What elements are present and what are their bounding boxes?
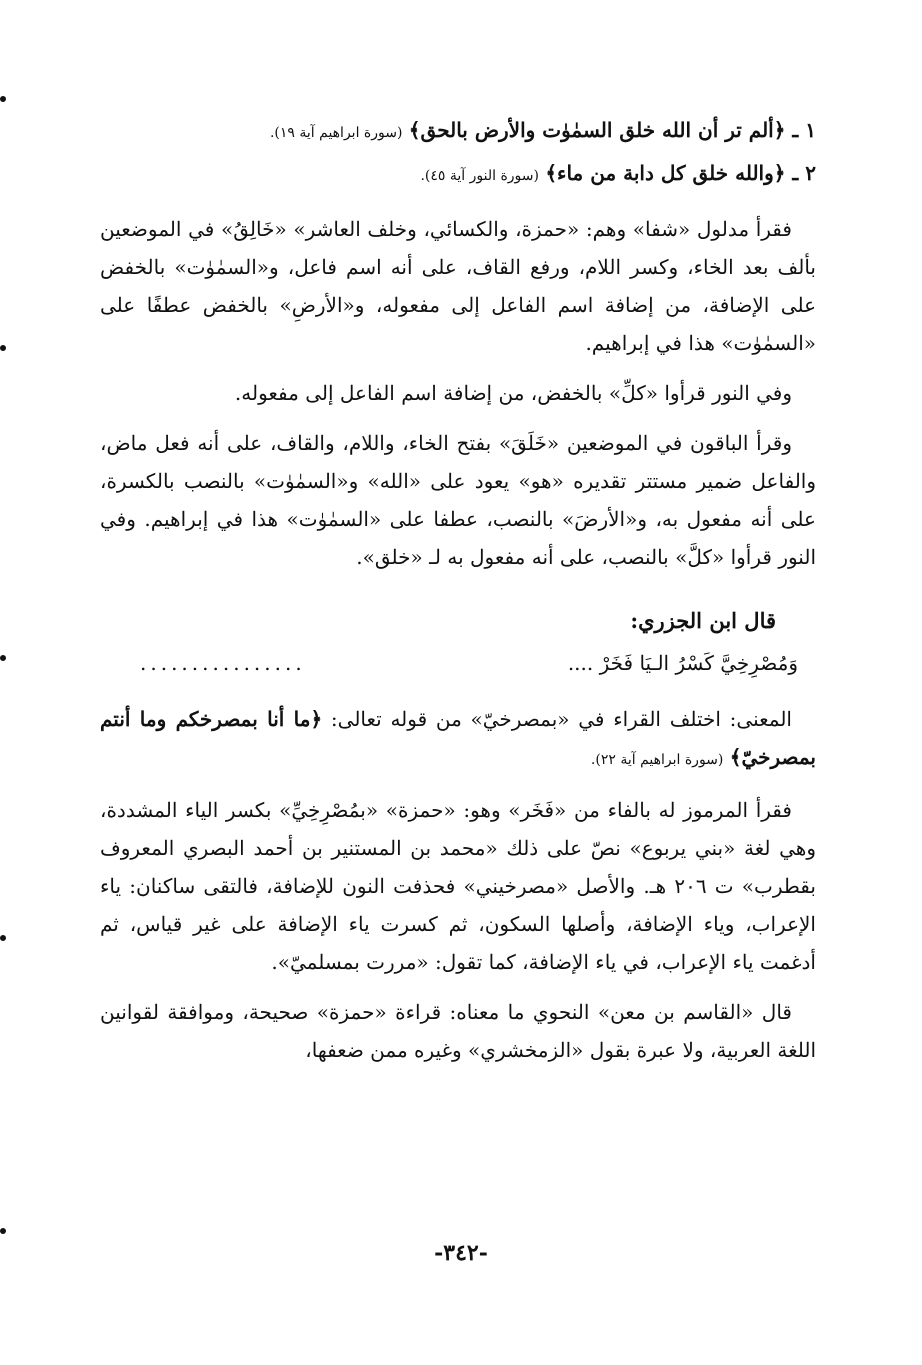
verse-2	[100, 153, 816, 196]
verse-2-ref: (سورة النور آية ٤٥).	[420, 168, 539, 184]
paragraph: فقرأ المرموز له بالفاء من «فَخَر» وهو: «حمزة» «بمُصْرِخِيِّ» بكسر الياء المشددة، وهي لغة «بني يربوع» نصّ على ذلك «محمد بن المستنير بن أحمد البصري المعروف بقطرب» ت ٢٠٦ هـ. والأصل «مصرخيني» فحذفت النون للإضافة، فالتقى ساكنان: ياء الإعراب، وياء الإضافة، وأصلها السكون، ثم كسرت ياء الإضافة على غير قياس، ثم أدغمت ياء الإعراب، في ياء الإضافة، كما تقول: «مررت بمسلميّ».	[100, 798, 816, 974]
page-body	[100, 110, 816, 1081]
verse-1	[100, 110, 816, 153]
verse-1-text: ١ ـ ﴿ألم تر أن الله خلق السمٰوٰت والأرض بالحق﴾	[408, 118, 816, 142]
verse-1-ref: (سورة ابراهيم آية ١٩).	[269, 125, 403, 141]
poem-hemistich-right: وَمُصْرِخِيَّ كَسْرُ الـيَا فَخَرْ ....	[567, 651, 798, 675]
paragraph: وقرأ الباقون في الموضعين «خَلَقَ» بفتح الخاء، واللام، والقاف، على أنه فعل ماض، والفاعل ضمير مستتر تقديره «هو» يعود على «الله» و«السمٰوٰت» بالنصب بالكسرة، على أنه مفعول به، و«الأرضَ» بالنصب، عطفا على «السمٰوٰت» هذا في إبراهيم. وفي النور قرأوا «كلَّ» بالنصب، على أنه مفعول به لـ «خلق».	[100, 431, 816, 569]
meaning-ref: (سورة ابراهيم آية ٢٢).	[590, 752, 724, 768]
paragraph: وفي النور قرأوا «كلِّ» بالخفض، من إضافة اسم الفاعل إلى مفعوله.	[234, 381, 792, 405]
scan-mark	[0, 1228, 6, 1234]
section-heading: قال ابن الجزري:	[630, 608, 776, 633]
meaning-lead: المعنى: اختلف القراء في «بمصرخيّ» من قوله تعالى:	[330, 707, 792, 731]
scan-mark	[0, 935, 6, 941]
paragraph: قال «القاسم بن معن» النحوي ما معناه: قراءة «حمزة» صحيحة، وموافقة لقوانين اللغة العربية، ولا عبرة بقول «الزمخشري» وغيره ممن ضعفها،	[100, 1000, 816, 1062]
meaning-paragraph	[100, 700, 816, 779]
meaning-quote: ﴿ما أنا بمصرخكم وما أنتم بمصرخيّ﴾	[100, 707, 816, 769]
scan-mark	[0, 96, 6, 102]
paragraph: فقرأ مدلول «شفا» وهم: «حمزة، والكسائي، وخلف العاشر» «خَالِقُ» في الموضعين بألف بعد الخاء، وكسر اللام، ورفع القاف، على أنه اسم فاعل، و«السمٰوٰت» بالخفض على الإضافة، من إضافة اسم الفاعل إلى مفعوله، و«الأرضِ» بالخفض عطفًا على «السمٰوٰت» هذا في إبراهيم.	[100, 217, 816, 355]
page-number: -٣٤٢-	[434, 1240, 488, 1266]
poem-line	[100, 644, 816, 682]
scan-mark	[0, 655, 6, 661]
verse-2-text: ٢ ـ ﴿والله خلق كل دابة من ماء﴾	[545, 161, 816, 185]
scan-mark	[0, 345, 6, 351]
poem-hemistich-left: ................	[140, 651, 306, 675]
